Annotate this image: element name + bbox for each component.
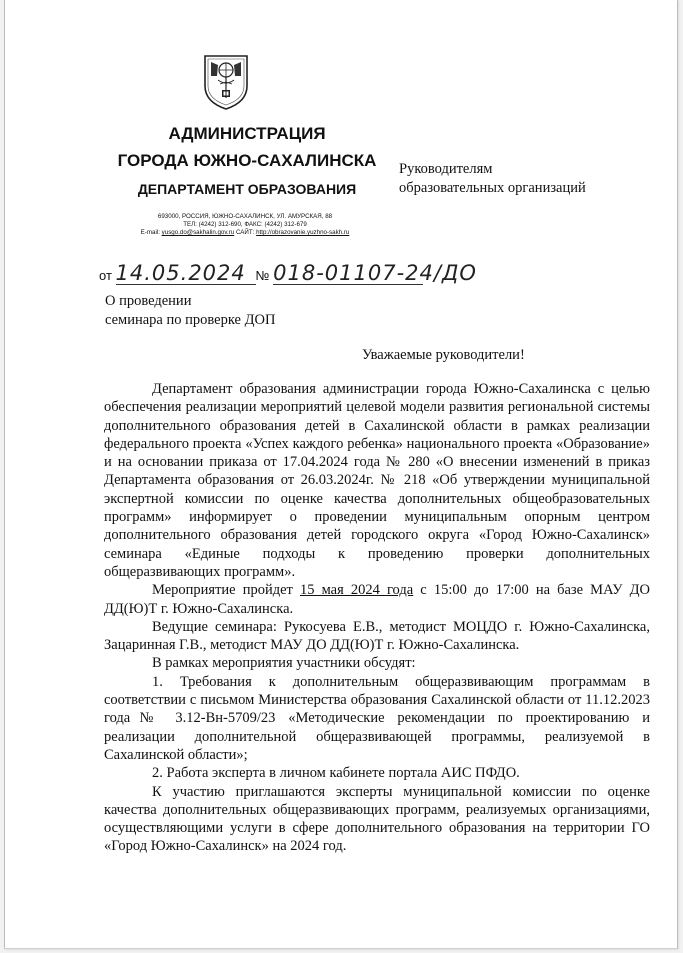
- site-link[interactable]: http://obrazovanie.yuzhno-sakh.ru: [256, 229, 350, 236]
- org-name-line1: АДМИНИСТРАЦИЯ: [168, 124, 326, 143]
- email-label: E-mail:: [140, 229, 160, 236]
- paragraph-hosts: Ведущие семинара: Рукосуева Е.В., методист МОЦДО г. Южно-Сахалинска, Зацаринная Г.В., методист МАУ ДО ДД(Ю)Т г. Южно-Сахалинска.: [104, 618, 650, 654]
- number-prefix: №: [255, 268, 270, 283]
- phone-fax: ТЕЛ: (4242) 312-690, ФАКС: (4242) 312-679: [183, 221, 307, 228]
- event-text-after: с 15:00 до 17:00 на базе МАУ ДО ДД(Ю)Т г. Южно-Сахалинска.: [104, 582, 651, 617]
- contacts-line: [85, 229, 405, 237]
- department-name: ДЕПАРТАМЕНТ ОБРАЗОВАНИЯ: [137, 181, 357, 197]
- topic-item-2: 2. Работа эксперта в личном кабинете портала АИС ПФДО.: [152, 765, 520, 782]
- paragraph-intro: Департамент образования администрации города Южно-Сахалинска с целью обеспечения реализации мероприятий целевой модели развития региональной системы дополнительного образования детей в Сахалинской области в рамках реализации федерального проекта «Успех каждого ребенка» национального проекта «Образование» и на основании приказа от 17.04.2024 года № 280 «О внесении изменений в приказ Департамента образования от 26.03.2024г. № 218 «Об утверждении муниципальной экспертной комиссии по оценке качества дополнительных общеобразовательных программ» информирует о проведении муниципальным опорным центром дополнительного образования детей городского округа «Город Южно-Сахалинск» семинара «Единые подходы к проведению проверки дополнительных общеразвивающих программ».: [104, 381, 650, 580]
- subject-line1: О проведении: [105, 293, 192, 309]
- letter-body: [104, 380, 650, 856]
- handwritten-date: 14.05.2024: [116, 262, 256, 285]
- event-date: 15 мая 2024 года: [299, 582, 414, 599]
- org-name-line2: ГОРОДА ЮЖНО-САХАЛИНСКА: [117, 151, 377, 170]
- email-link[interactable]: yusgo.do@sakhalin.gov.ru: [161, 229, 235, 236]
- recipient-line2: образовательных организаций: [399, 180, 586, 196]
- subject-line2: семинара по проверке ДОП: [105, 312, 276, 328]
- recipient-block: [399, 160, 586, 198]
- handwritten-number: 018-01107-24/ДО: [273, 261, 477, 285]
- subject-block: [105, 292, 275, 330]
- greeting: Уважаемые руководители!: [362, 347, 525, 363]
- event-text-before: Мероприятие пройдет: [152, 582, 300, 599]
- paragraph-invitation: К участию приглашаются эксперты муниципальной комиссии по оценке качества дополнительных общеразвивающих программ, реализуемых организациями, осуществляющими услуги в сфере дополнительного образования на территории ГО «Город Южно-Сахалинск» на 2024 год.: [104, 783, 650, 855]
- paragraph-topics-intro: В рамках мероприятия участники обсудят:: [152, 655, 416, 672]
- topic-item-1: 1. Требования к дополнительным общеразвивающим программам в соответствии с письмом Министерства образования Сахалинской области от 11.12.2023 года№ 3.12-Вн-5709/23 «Методические рекомендации по проектированию и реализации дополнительной общеразвивающей программы, реализуемой в Сахалинской области»;: [104, 673, 650, 763]
- postal-address: 693000, РОССИЯ, ЮЖНО-САХАЛИНСК, УЛ. АМУРСКАЯ, 88: [157, 213, 333, 220]
- site-label: САЙТ:: [235, 229, 255, 236]
- reference-line: [99, 261, 477, 285]
- city-coat-of-arms-icon: [201, 52, 251, 112]
- paragraph-event-time: [104, 581, 650, 618]
- date-prefix: от: [99, 268, 112, 283]
- document-page: [4, 0, 678, 949]
- recipient-line1: Руководителям: [399, 161, 493, 177]
